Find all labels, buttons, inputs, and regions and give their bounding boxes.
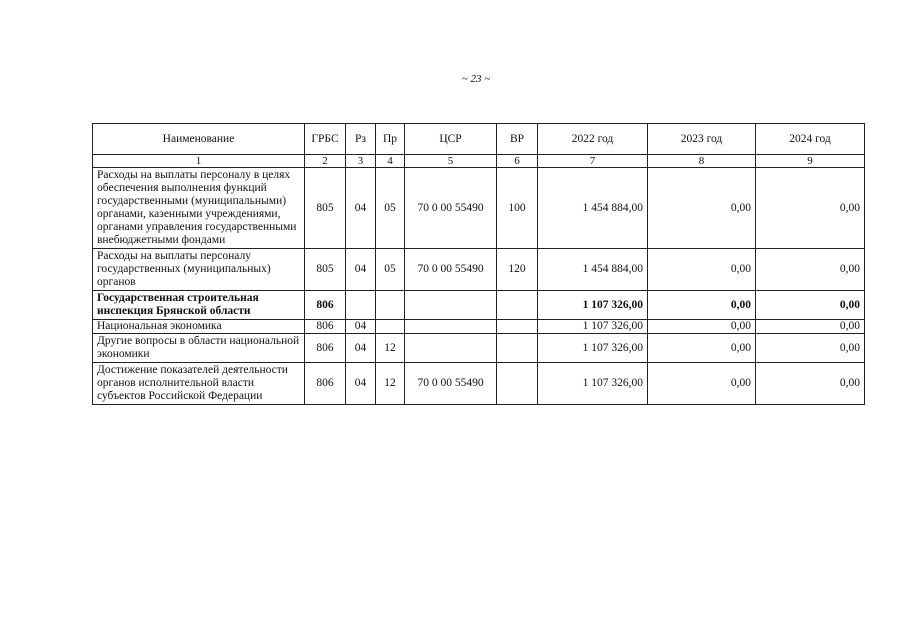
row-name: Достижение показателей деятельности органов исполнительной власти субъектов Российской Федерации bbox=[93, 363, 305, 405]
row-vr bbox=[497, 320, 538, 334]
table-row bbox=[93, 334, 865, 363]
row-name: Расходы на выплаты персоналу в целях обеспечения выполнения функций государственными (муниципальными) органами, казенными учреждениями, органами управления государственными внебюджетными фондами bbox=[93, 168, 305, 249]
table-row bbox=[93, 291, 865, 320]
row-name: Расходы на выплаты персоналу государственных (муниципальных) органов bbox=[93, 249, 305, 291]
row-pr: 05 bbox=[376, 168, 405, 249]
row-rz: 04 bbox=[346, 320, 376, 334]
row-2024: 0,00 bbox=[756, 320, 865, 334]
row-csr: 70 0 00 55490 bbox=[405, 363, 497, 405]
table-row bbox=[93, 320, 865, 334]
header-csr: ЦСР bbox=[405, 124, 497, 155]
row-grbs: 805 bbox=[305, 249, 346, 291]
row-2022: 1 107 326,00 bbox=[538, 291, 648, 320]
row-2024: 0,00 bbox=[756, 291, 865, 320]
row-rz: 04 bbox=[346, 334, 376, 363]
row-vr bbox=[497, 334, 538, 363]
header-name: Наименование bbox=[93, 124, 305, 155]
row-vr: 100 bbox=[497, 168, 538, 249]
column-number: 8 bbox=[648, 155, 756, 168]
row-2022: 1 107 326,00 bbox=[538, 320, 648, 334]
row-2023: 0,00 bbox=[648, 168, 756, 249]
row-2023: 0,00 bbox=[648, 291, 756, 320]
column-number: 4 bbox=[376, 155, 405, 168]
row-name: Государственная строительная инспекция Брянской области bbox=[93, 291, 305, 320]
row-rz: 04 bbox=[346, 249, 376, 291]
row-2022: 1 454 884,00 bbox=[538, 249, 648, 291]
row-2023: 0,00 bbox=[648, 320, 756, 334]
header-vr: ВР bbox=[497, 124, 538, 155]
header-row bbox=[93, 124, 865, 155]
column-number: 3 bbox=[346, 155, 376, 168]
column-number: 5 bbox=[405, 155, 497, 168]
column-number: 6 bbox=[497, 155, 538, 168]
row-rz: 04 bbox=[346, 363, 376, 405]
row-2024: 0,00 bbox=[756, 334, 865, 363]
row-vr: 120 bbox=[497, 249, 538, 291]
row-csr bbox=[405, 320, 497, 334]
column-number: 7 bbox=[538, 155, 648, 168]
table-row bbox=[93, 363, 865, 405]
header-2022: 2022 год bbox=[538, 124, 648, 155]
row-pr bbox=[376, 320, 405, 334]
column-number: 9 bbox=[756, 155, 865, 168]
header-2023: 2023 год bbox=[648, 124, 756, 155]
table-row bbox=[93, 168, 865, 249]
row-pr: 12 bbox=[376, 363, 405, 405]
row-2022: 1 107 326,00 bbox=[538, 363, 648, 405]
column-number: 1 bbox=[93, 155, 305, 168]
column-number-row bbox=[93, 155, 865, 168]
row-pr bbox=[376, 291, 405, 320]
header-2024: 2024 год bbox=[756, 124, 865, 155]
header-grbs: ГРБС bbox=[305, 124, 346, 155]
row-grbs: 806 bbox=[305, 363, 346, 405]
page-number: ~ 23 ~ bbox=[461, 73, 491, 85]
column-number: 2 bbox=[305, 155, 346, 168]
row-grbs: 806 bbox=[305, 291, 346, 320]
row-csr bbox=[405, 334, 497, 363]
budget-table bbox=[92, 123, 865, 405]
row-2024: 0,00 bbox=[756, 249, 865, 291]
row-rz: 04 bbox=[346, 168, 376, 249]
row-rz bbox=[346, 291, 376, 320]
header-pr: Пр bbox=[376, 124, 405, 155]
row-csr: 70 0 00 55490 bbox=[405, 249, 497, 291]
row-2023: 0,00 bbox=[648, 249, 756, 291]
row-2023: 0,00 bbox=[648, 334, 756, 363]
row-2024: 0,00 bbox=[756, 168, 865, 249]
row-csr bbox=[405, 291, 497, 320]
row-name: Другие вопросы в области национальной экономики bbox=[93, 334, 305, 363]
row-2023: 0,00 bbox=[648, 363, 756, 405]
row-vr bbox=[497, 291, 538, 320]
row-vr bbox=[497, 363, 538, 405]
row-grbs: 806 bbox=[305, 334, 346, 363]
row-2024: 0,00 bbox=[756, 363, 865, 405]
row-name: Национальная экономика bbox=[93, 320, 305, 334]
header-rz: Рз bbox=[346, 124, 376, 155]
row-csr: 70 0 00 55490 bbox=[405, 168, 497, 249]
row-grbs: 805 bbox=[305, 168, 346, 249]
row-2022: 1 454 884,00 bbox=[538, 168, 648, 249]
row-pr: 12 bbox=[376, 334, 405, 363]
row-grbs: 806 bbox=[305, 320, 346, 334]
table-row bbox=[93, 249, 865, 291]
row-pr: 05 bbox=[376, 249, 405, 291]
row-2022: 1 107 326,00 bbox=[538, 334, 648, 363]
